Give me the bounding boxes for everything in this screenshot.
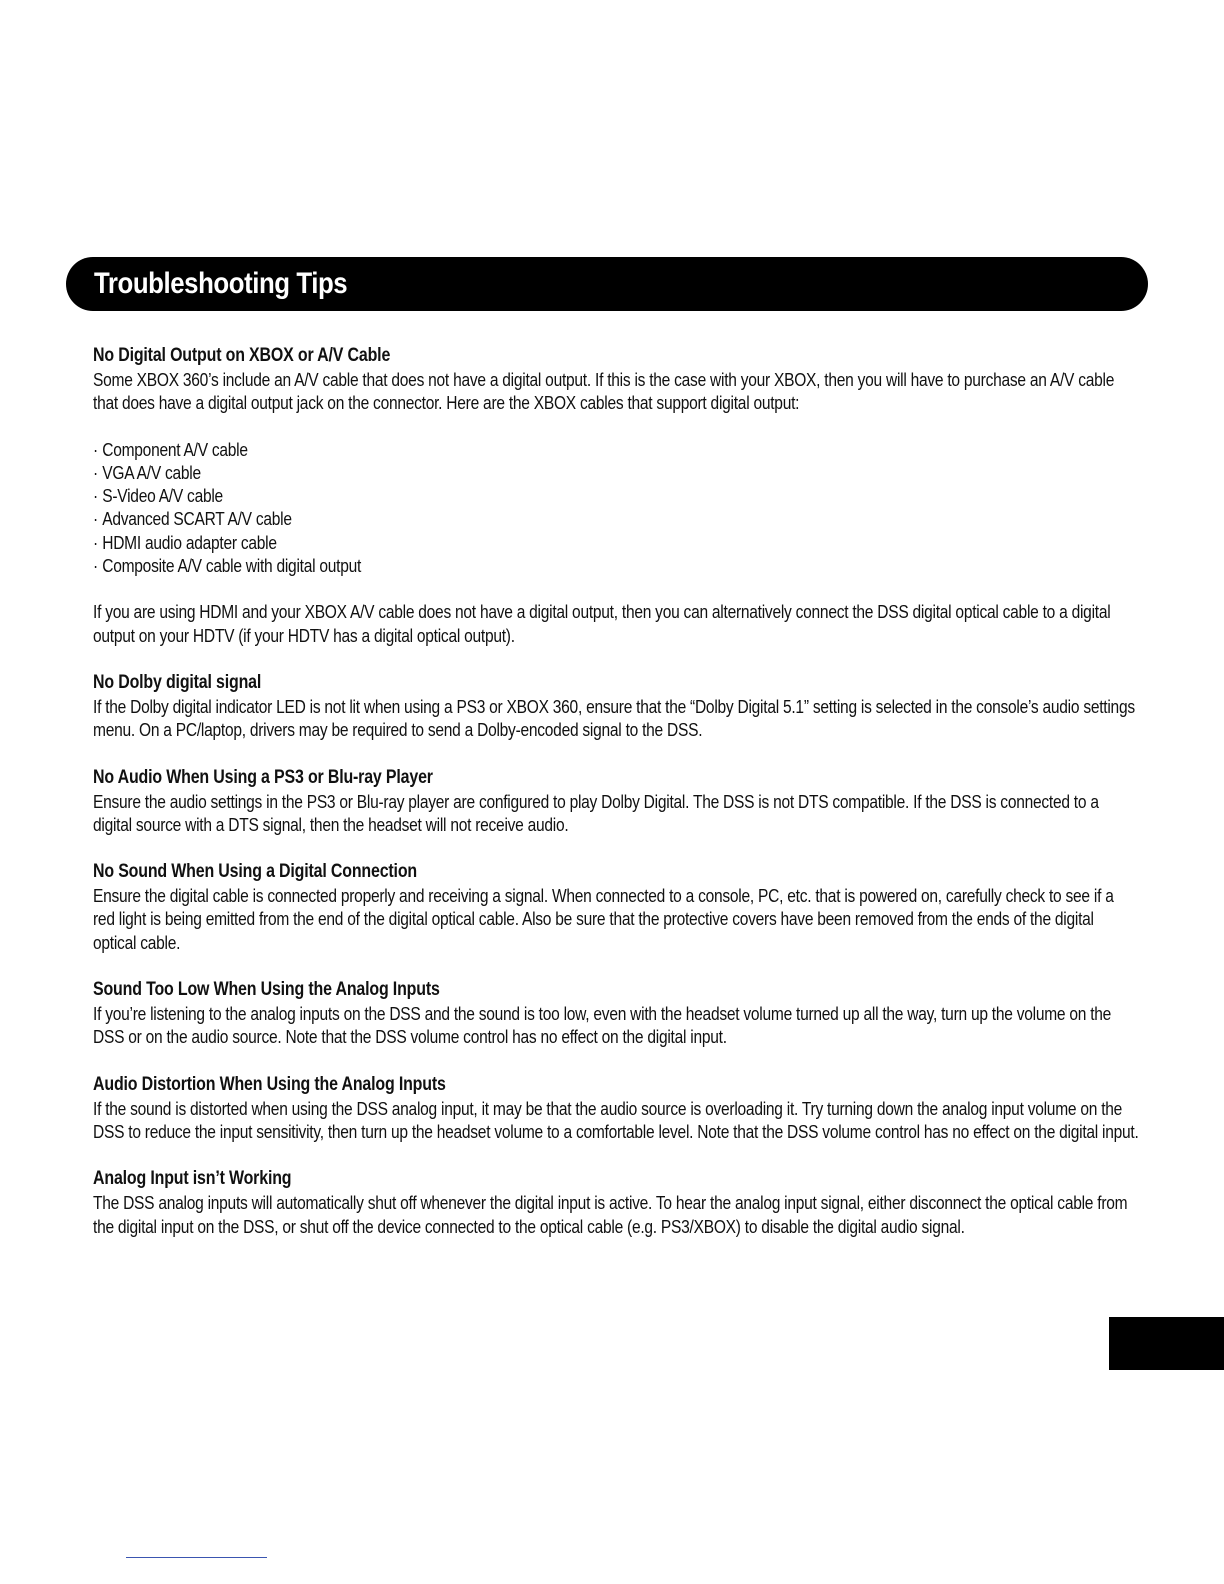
section-body: Ensure the digital cable is connected properly and receiving a signal. When connected to a console, PC, etc. that is powered on, carefully check to see if a red light is being emitted from the end of the digital optical cable. Also be sure that the protective covers have been removed from the ends of the digital optical cable. [93, 885, 1114, 953]
list-item [93, 461, 983, 484]
troubleshooting-content [93, 344, 1153, 1262]
bullet-icon: · [93, 485, 98, 507]
list-item [93, 554, 983, 577]
list-item [93, 531, 983, 554]
section-heading: No Digital Output on XBOX or A/V Cable [93, 345, 391, 366]
page-edge-tab [1109, 1317, 1224, 1370]
section-body: Ensure the audio settings in the PS3 or Blu-ray player are configured to play Dolby Digital. The DSS is not DTS compatible. If the DSS is connected to a digital source with a DTS signal, then the headset will not receive audio. [93, 790, 1099, 835]
section-analog-input-not-working [93, 1167, 1153, 1238]
section-heading: No Dolby digital signal [93, 671, 262, 693]
section-heading: No Audio When Using a PS3 or Blu-ray Player [93, 766, 433, 788]
section-heading: Audio Distortion When Using the Analog Inputs [93, 1073, 446, 1095]
list-item [93, 507, 983, 530]
bullet-icon: · [93, 438, 98, 460]
list-item [93, 438, 983, 461]
section-body-hdmi-note: If you are using HDMI and your XBOX A/V cable does not have a digital output, then you can alternatively connect the DSS digital optical cable to a digital output on your HDTV (if your HDTV has a digital optical output). [93, 601, 1111, 646]
section-heading: Sound Too Low When Using the Analog Inputs [93, 979, 440, 1001]
page-title: Troubleshooting Tips [94, 267, 348, 300]
section-body: The DSS analog inputs will automatically shut off whenever the digital input is active. To hear the analog input signal, either disconnect the optical cable from the digital input on the DSS, or shut off the device connected to the optical cable (e.g. PS3/XBOX) to disable the digital audio signal. [93, 1192, 1128, 1237]
section-body: If you’re listening to the analog inputs on the DSS and the sound is too low, even with the headset volume turned up all the way, turn up the volume on the DSS or on the audio source. Note that the DSS volume control has no effect on the digital input. [93, 1003, 1112, 1048]
bullet-icon: · [93, 508, 98, 530]
section-audio-distortion [93, 1073, 1153, 1144]
footer-rule [126, 1557, 267, 1558]
bullet-icon: · [93, 555, 98, 577]
list-item-label: Component A/V cable [102, 438, 248, 460]
section-body: Some XBOX 360’s include an A/V cable that does not have a digital output. If this is the case with your XBOX, then you will have to purchase an A/V cable that does have a digital output jack on the connector. Here are the XBOX cables that support digital output: [93, 369, 1115, 414]
section-heading: Analog Input isn’t Working [93, 1168, 292, 1190]
section-body: If the Dolby digital indicator LED is not lit when using a PS3 or XBOX 360, ensure that the “Dolby Digital 5.1” setting is selected in the console’s audio settings menu. On a PC/laptop, drivers may be required to send a Dolby-encoded signal to the DSS. [93, 695, 1135, 741]
supported-cables-list [93, 438, 983, 578]
section-no-sound-digital [93, 860, 1153, 954]
section-title-bar [66, 257, 1148, 311]
bullet-icon: · [93, 461, 98, 483]
section-no-digital-output [93, 344, 1153, 647]
section-no-dolby-signal [93, 671, 1153, 742]
section-body: If the sound is distorted when using the DSS analog input, it may be that the audio source is overloading it. Try turning down the analog input volume on the DSS to reduce the input sensitivity, then turn up the headset volume to a comfortable level. Note that the DSS volume control has no effect on the digital input. [93, 1097, 1139, 1142]
list-item-label: S-Video A/V cable [102, 485, 223, 507]
list-item-label: VGA A/V cable [102, 461, 201, 483]
section-heading: No Sound When Using a Digital Connection [93, 861, 417, 883]
list-item-label: Composite A/V cable with digital output [102, 555, 362, 577]
bullet-icon: · [93, 531, 98, 553]
section-no-audio-ps3 [93, 766, 1153, 837]
list-item [93, 484, 983, 507]
list-item-label: Advanced SCART A/V cable [102, 508, 292, 530]
section-sound-too-low [93, 978, 1153, 1049]
list-item-label: HDMI audio adapter cable [102, 531, 277, 553]
